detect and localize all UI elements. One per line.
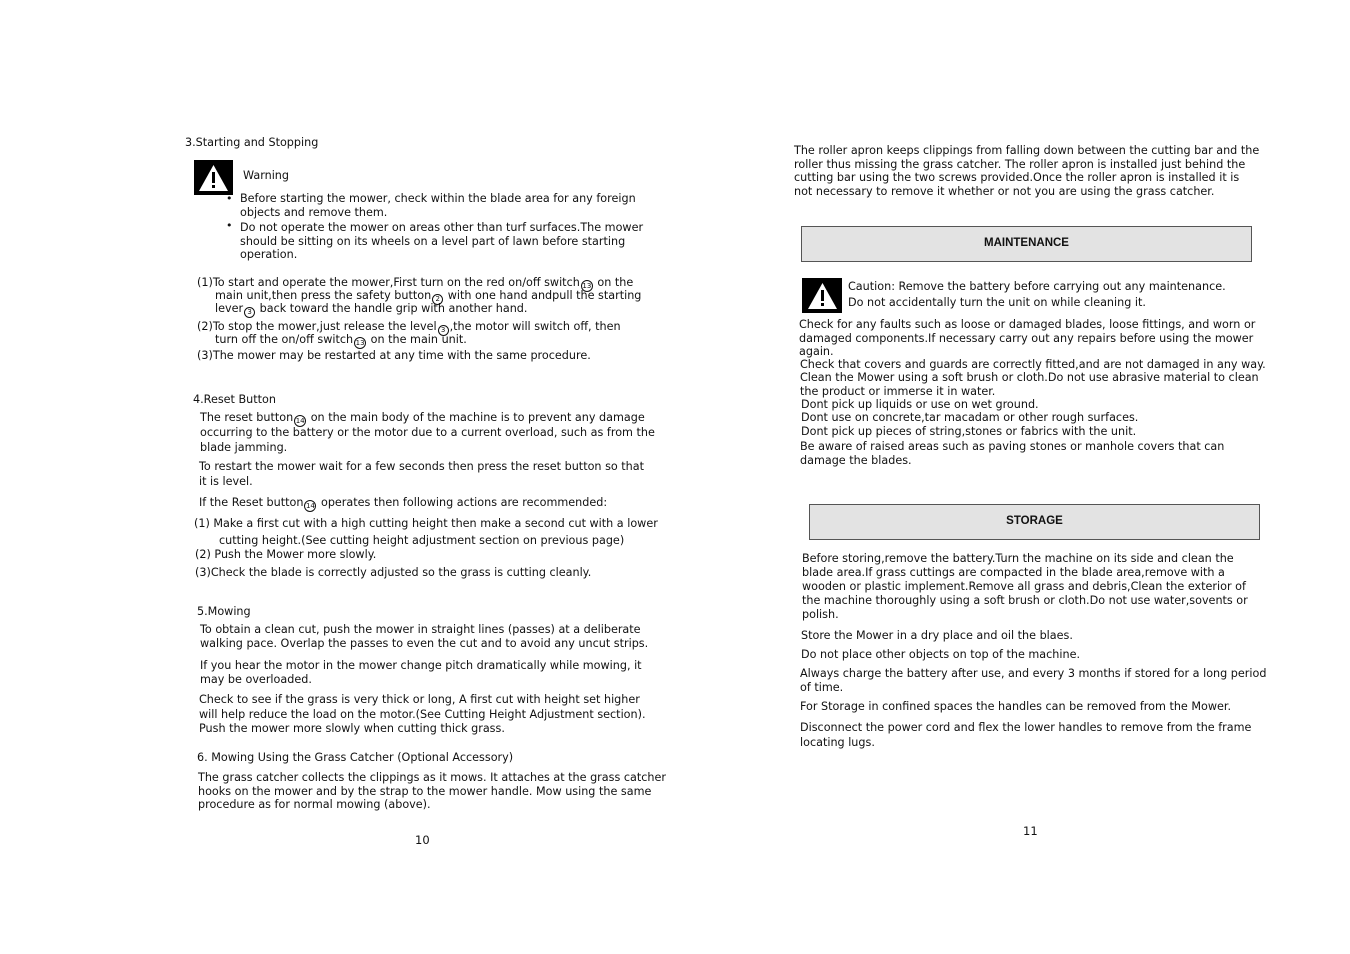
stop-step-2-line-2: turn off the on/off switch 13 on the main unit. <box>215 333 467 347</box>
mowing-paragraph-2: If you hear the motor in the mower change pitch dramatically while mowing, it may be overloaded. <box>200 659 642 686</box>
storage-item-1: Before storing,remove the battery.Turn the machine on its side and clean the blade area.If grass cuttings are compacted in the blade area,remove with a wooden or plastic implement.Remove all grass and debris,Clean the exterior of the machine thoroughly using a soft brush or cloth.Do not use water,sovents or polish. <box>802 552 1248 621</box>
callout-number-icon: 14 <box>305 502 315 510</box>
page-number-right: 11 <box>1023 824 1038 838</box>
start-step-1-line-1: (1)To start and operate the mower,First turn on the red on/off switch 13 on the <box>197 276 634 290</box>
maintenance-item-5: Dont use on concrete,tar macadam or other rough surfaces. <box>801 411 1139 424</box>
start-step-1-line-3: lever 3 back toward the handle grip with another hand. <box>215 302 528 316</box>
reset-action-3: (3)Check the blade is correctly adjusted so the grass is cutting cleanly. <box>195 566 592 579</box>
maintenance-item-2: Check that covers and guards are correctly fitted,and are not damaged in any way. <box>800 358 1266 371</box>
warning-bullet-2: Do not operate the mower on areas other than turf surfaces.The mower should be sitting on its wheels on a level part of lawn before starting operation. <box>240 221 644 262</box>
mowing-paragraph-1: To obtain a clean cut, push the mower in straight lines (passes) at a deliberate walking pace. Overlap the passes to even the cut and to avoid any uncut strips. <box>200 623 649 650</box>
reset-paragraph-3: If the Reset button 14 operates then following actions are recommended: <box>199 496 608 510</box>
warning-icon <box>194 160 233 195</box>
reset-paragraph-1-rest: occurring to the battery or the motor due to a current overload, such as from the blade jamming. <box>200 426 655 454</box>
callout-number-icon: 13 <box>355 339 365 347</box>
caution-line-2: Do not accidentally turn the unit on while cleaning it. <box>848 296 1146 309</box>
storage-header: STORAGE <box>809 504 1260 540</box>
bullet-dot: • <box>226 219 233 232</box>
reset-paragraph-1-line-1: The reset button 14 on the main body of the machine is to prevent any damage <box>200 411 645 425</box>
maintenance-header: MAINTENANCE <box>801 226 1252 262</box>
storage-item-4: Always charge the battery after use, and every 3 months if stored for a long period of time. <box>800 667 1267 694</box>
reset-paragraph-2: To restart the mower wait for a few seconds then press the reset button so that it is level. <box>199 460 645 488</box>
grass-catcher-paragraph: The grass catcher collects the clippings as it mows. It attaches at the grass catcher hooks on the mower and by the strap to the mower handle. Mow using the same procedure as for normal mowing (above). <box>198 771 666 812</box>
warning-label: Warning <box>243 169 289 182</box>
maintenance-item-4: Dont pick up liquids or use on wet ground. <box>801 398 1039 411</box>
start-step-1-line-2: main unit,then press the safety button 2 with one hand andpull the starting <box>215 289 642 303</box>
maintenance-item-1: Check for any faults such as loose or damaged blades, loose fittings, and worn or damaged components.If necessary carry out any repairs before using the mower again. <box>799 318 1256 359</box>
stop-step-2-line-1: (2)To stop the mower,just release the level 3 ,the motor will switch off, then <box>197 320 621 334</box>
bullet-dot: • <box>226 192 233 205</box>
section-heading-mowing: 5.Mowing <box>197 605 251 618</box>
warning-bullet-1: Before starting the mower, check within the blade area for any foreign objects and remove them. <box>240 192 636 219</box>
callout-number-icon: 2 <box>432 294 443 305</box>
reset-action-2: (2) Push the Mower more slowly. <box>195 548 377 561</box>
callout-number-icon: 3 <box>438 325 449 336</box>
storage-item-6: Disconnect the power cord and flex the lower handles to remove from the frame locating lugs. <box>800 721 1252 749</box>
caution-line-1: Caution: Remove the battery before carrying out any maintenance. <box>848 280 1226 293</box>
section-heading-grass-catcher: 6. Mowing Using the Grass Catcher (Optional Accessory) <box>197 751 514 764</box>
callout-number-icon: 14 <box>295 417 305 425</box>
storage-item-5: For Storage in confined spaces the handles can be removed from the Mower. <box>800 700 1232 713</box>
maintenance-item-6: Dont pick up pieces of string,stones or fabrics with the unit. <box>801 425 1137 438</box>
page-number-left: 10 <box>415 833 430 847</box>
mowing-paragraph-3: Check to see if the grass is very thick or long, A first cut with height set higher will help reduce the load on the motor.(See Cutting Height Adjustment section). Push the mower more slowly when cutting thick grass. <box>199 693 646 735</box>
section-heading-starting-stopping: 3.Starting and Stopping <box>185 136 319 149</box>
restart-step-3: (3)The mower may be restarted at any time with the same procedure. <box>197 349 591 362</box>
callout-number-icon: 13 <box>582 282 592 290</box>
section-heading-reset-button: 4.Reset Button <box>193 393 276 406</box>
maintenance-item-7: Be aware of raised areas such as paving stones or manhole covers that can damage the blades. <box>800 440 1225 467</box>
caution-icon <box>802 278 842 313</box>
roller-apron-paragraph: The roller apron keeps clippings from falling down between the cutting bar and the roller thus missing the grass catcher. The roller apron is installed just behind the cutting bar using the two screws provided.Once the roller apron is installed it is not necessary to remove it whether or not you are using the grass catcher. <box>794 144 1260 198</box>
storage-item-3: Do not place other objects on top of the machine. <box>801 648 1081 661</box>
reset-action-1-cont: cutting height.(See cutting height adjustment section on previous page) <box>219 534 625 547</box>
reset-action-1: (1) Make a first cut with a high cutting height then make a second cut with a lower <box>194 517 658 530</box>
storage-item-2: Store the Mower in a dry place and oil the blaes. <box>801 629 1073 642</box>
maintenance-item-3: Clean the Mower using a soft brush or cloth.Do not use abrasive material to clean the product or immerse it in water. <box>800 371 1259 398</box>
callout-number-icon: 3 <box>244 307 255 318</box>
